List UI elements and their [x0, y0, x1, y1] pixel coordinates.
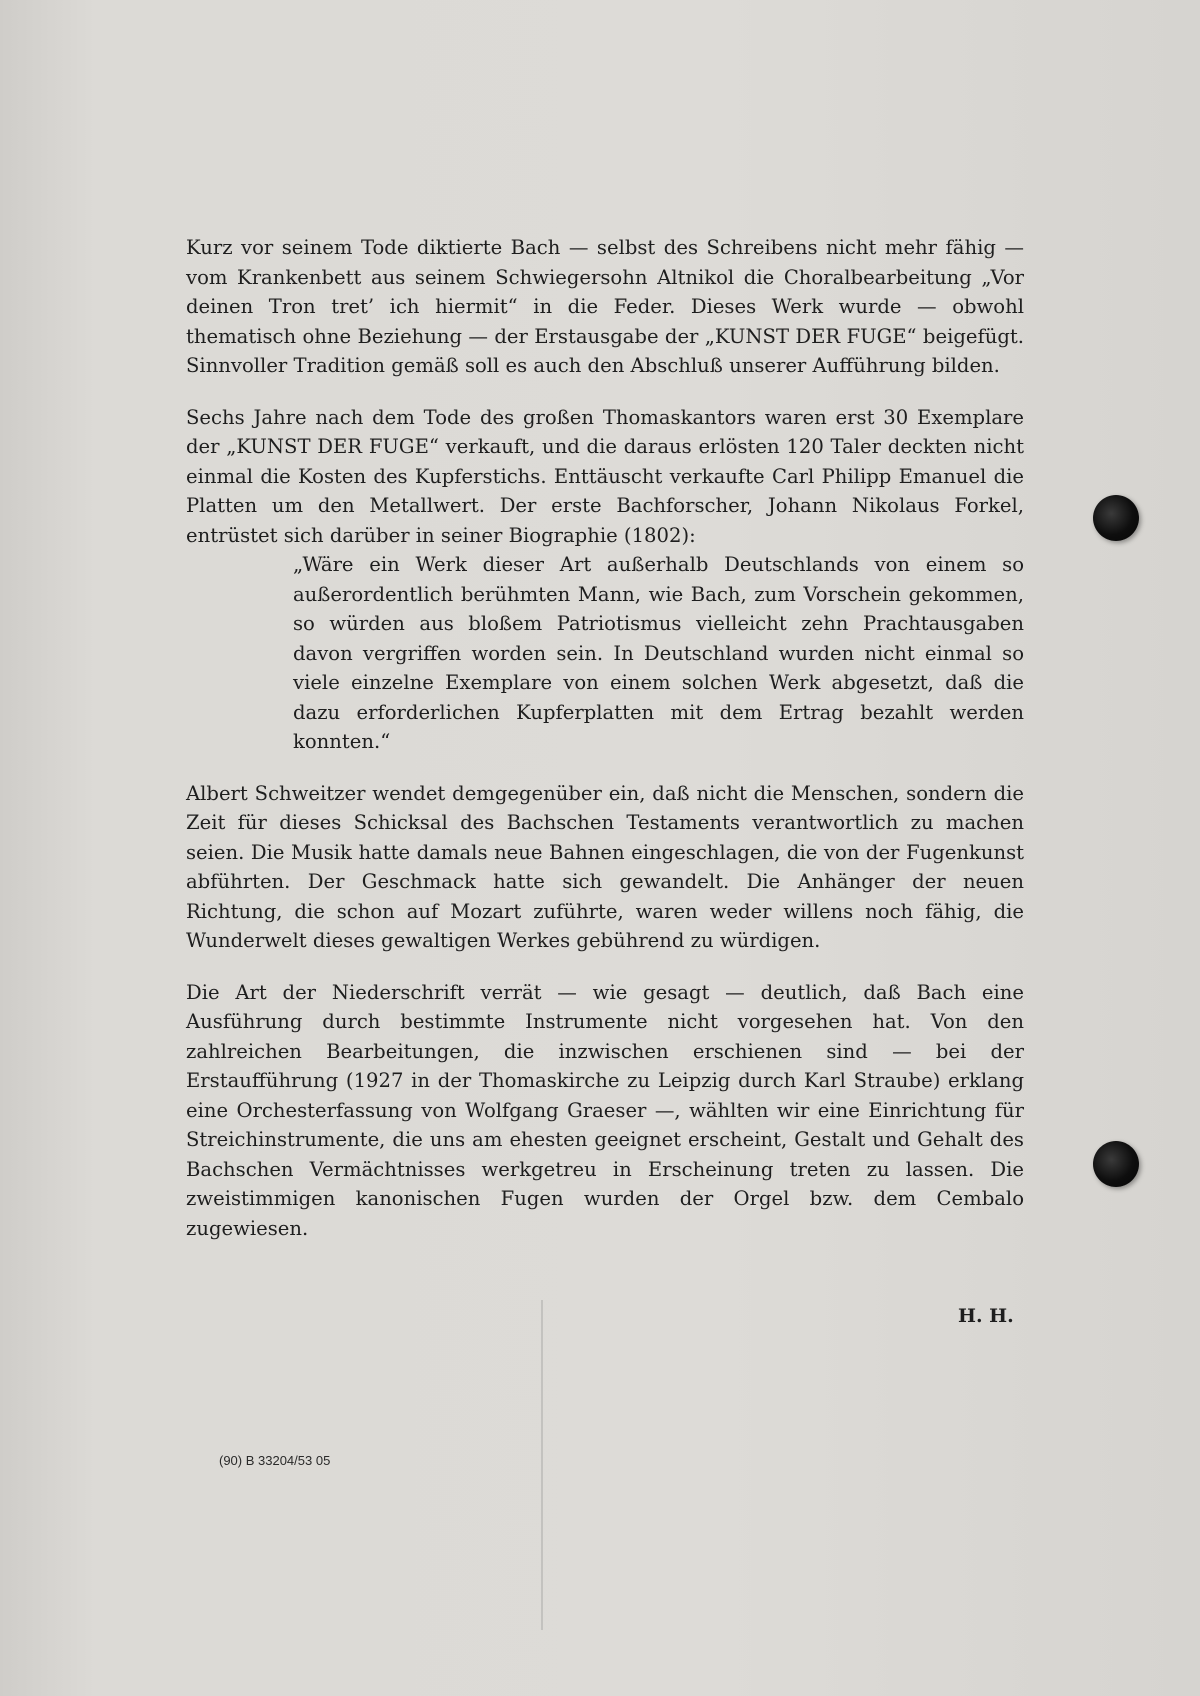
print-code: (90) B 33204/53 05 [219, 1453, 331, 1468]
body-text [186, 233, 1024, 1265]
author-initials: H. H. [958, 1305, 1014, 1327]
paragraph-1: Kurz vor seinem Tode diktierte Bach — selbst des Schreibens nicht mehr fähig — vom Krankenbett aus seinem Schwiegersohn Altnikol die Choralbearbeitung „Vor deinen Tron tret’ ich hiermit“ in die Feder. Dieses Werk wurde — obwohl thematisch ohne Beziehung — der Erstausgabe der „KUNST DER FUGE“ beigefügt. Sinnvoller Tradition gemäß soll es auch den Abschluß unserer Aufführung bilden. [186, 236, 1024, 377]
paragraph-3: Albert Schweitzer wendet demgegenüber ein, daß nicht die Menschen, sondern die Zeit für dieses Schicksal des Bachschen Testaments verantwortlich zu machen seien. Die Musik hatte damals neue Bahnen eingeschlagen, die von der Fugenkunst abführten. Der Geschmack hatte sich gewandelt. Die Anhänger der neuen Richtung, die schon auf Mozart zuführte, waren weder willens noch fähig, die Wunderwelt dieses gewaltigen Werkes gebührend zu würdigen. [186, 781, 1024, 952]
paper-fold [541, 1300, 543, 1630]
forkel-quote: „Wäre ein Werk dieser Art außerhalb Deutschlands von einem so außerordentlich berühmten Mann, wie Bach, zum Vorschein gekommen, so würden aus bloßem Patriotismus vielleicht zehn Prachtausgaben davon vergriffen worden sein. In Deutschland wurden nicht einmal so viele einzelne Exemplare von einem solchen Werk abgesetzt, daß die dazu erforderlichen Kupferplatten mit dem Ertrag bezahlt werden konnten.“ [293, 553, 1024, 753]
punch-hole-bottom [1093, 1141, 1139, 1187]
punch-hole-top [1093, 495, 1139, 541]
paragraph-4: Die Art der Niederschrift verrät — wie gesagt — deutlich, daß Bach eine Ausführung durch bestimmte Instrumente nicht vorgesehen hat. Von den zahlreichen Bearbeitungen, die inzwischen erschienen sind — bei der Erstaufführung (1927 in der Thomaskirche zu Leipzig durch Karl Straube) erklang eine Orchesterfassung von Wolfgang Graeser —, wählten wir eine Einrichtung für Streichinstrumente, die uns am ehesten geeignet erscheint, Gestalt und Gehalt des Bachschen Vermächtnisses werkgetreu in Erscheinung treten zu lassen. Die zweistimmigen kanonischen Fugen wurden der Orgel bzw. dem Cembalo zugewiesen. [186, 980, 1024, 1240]
paragraph-2: Sechs Jahre nach dem Tode des großen Thomaskantors waren erst 30 Exemplare der „KUNST DER FUGE“ verkauft, und die daraus erlösten 120 Taler deckten nicht einmal die Kosten des Kupferstichs. Enttäuscht verkaufte Carl Philipp Emanuel die Platten um den Metallwert. Der erste Bachforscher, Johann Nikolaus Forkel, entrüstet sich darüber in seiner Biographie (1802): [186, 405, 1024, 547]
